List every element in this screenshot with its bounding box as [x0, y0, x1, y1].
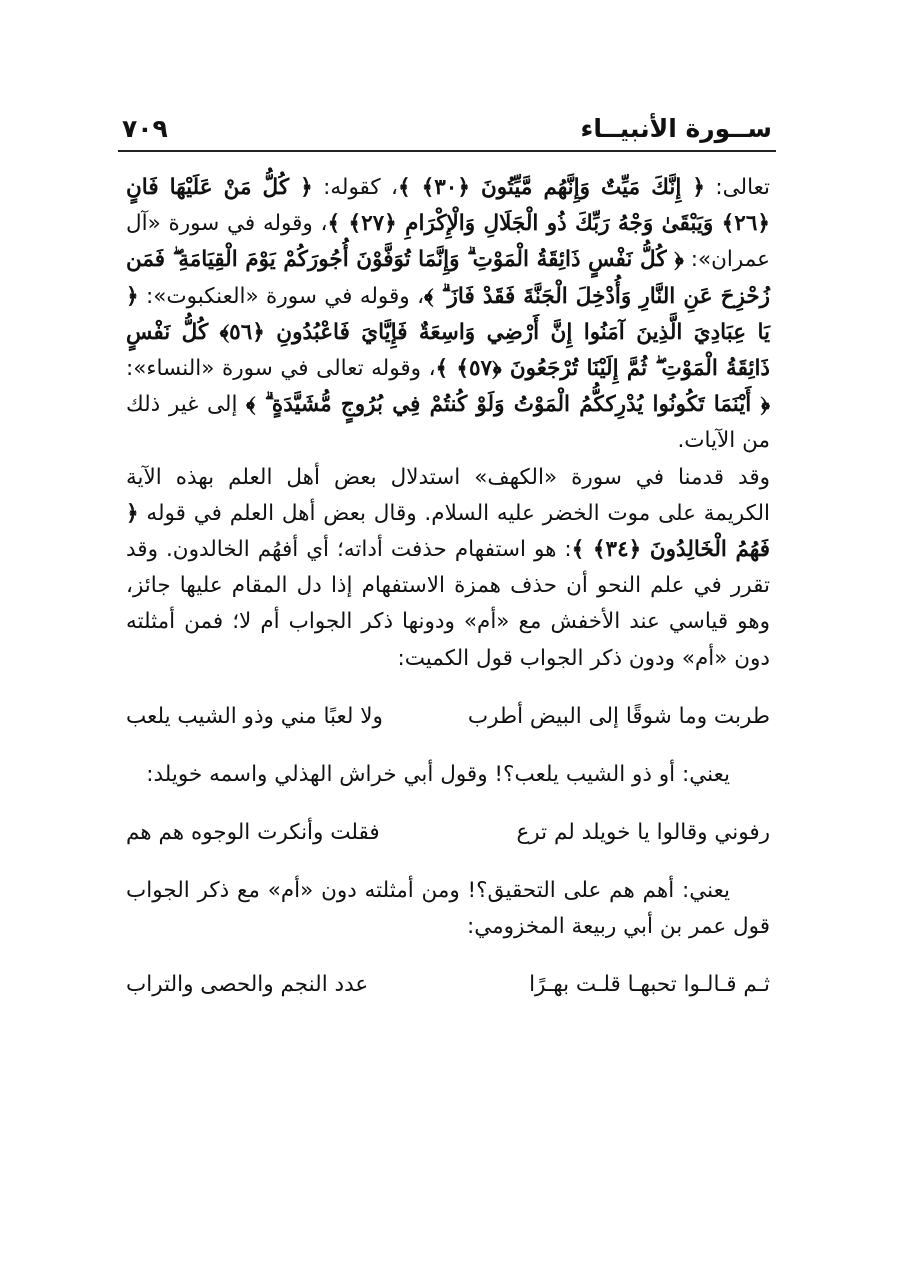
quran-verse: ﴿ كُلُّ مَنْ عَلَيْهَا فَانٍ ﴿٢٦﴾ وَيَبْقَىٰ وَجْهُ رَبِّكَ ذُو الْجَلَالِ وَالْإِكْرَامِ ﴿٢٧﴾ ﴾	[126, 175, 770, 237]
quran-verse: ﴿ كُلُّ نَفْسٍ ذَائِقَةُ الْمَوْتِ ۗ وَإِنَّمَا تُوَفَّوْنَ أُجُورَكُمْ يَوْمَ الْقِيَامَةِ ۖ فَمَن زُحْزِحَ عَنِ النَّارِ وَأُدْخِلَ الْجَنَّةَ فَقَدْ فَازَ ۗ ﴾	[126, 247, 770, 309]
verse-second-hemistich: ولا لعبًا مني وذو الشيب يلعب	[126, 703, 383, 729]
verse-first-hemistich: طربت وما شوقًا إلى البيض أطرب	[467, 703, 770, 729]
poetry-verse-1	[126, 699, 770, 735]
verse-second-hemistich: فقلت وأنكرت الوجوه هم هم	[126, 820, 380, 846]
text-run: إلى غير ذلك من الآيات.	[126, 392, 770, 454]
header-rule	[118, 150, 776, 152]
page-header	[122, 112, 772, 152]
text-run: : هو استفهام حذفت أداته؛ أي أفهُم الخالدون. وقد تقرر في علم النحو أن حذف همزة الاستفهام إذا دل المقام عليها جائز، وهو قياسي عند الأخفش مع «أم» ودونها ذكر الجواب أم لا؛ فمن أمثلته دون «أم» ودون ذكر الجواب قول الكميت:	[126, 537, 770, 671]
quran-verse: ﴿ يَا عِبَادِيَ الَّذِينَ آمَنُوا إِنَّ أَرْضِي وَاسِعَةٌ فَإِيَّايَ فَاعْبُدُونِ ﴿٥٦﴾ كُلُّ نَفْسٍ ذَائِقَةُ الْمَوْتِ ۖ ثُمَّ إِلَيْنَا تُرْجَعُونَ ﴿٥٧﴾ ﴾	[126, 283, 770, 382]
poetry-verse-2	[126, 815, 770, 851]
paragraph-2	[126, 460, 770, 677]
quran-verse: ﴿ فَهُمُ الْخَالِدُونَ ﴿٣٤﴾ ﴾	[126, 500, 770, 563]
quran-verse: ﴿ إِنَّكَ مَيِّتٌ وَإِنَّهُم مَّيِّتُونَ ﴿٣٠﴾ ﴾	[398, 175, 705, 200]
paragraph-4: يعني: أهم هم على التحقيق؟! ومن أمثلته دون «أم» مع ذكر الجواب قول عمر بن أبي ربيعة المخزومي:	[126, 878, 770, 940]
verse-second-hemistich: عدد النجم والحصى والتراب	[126, 972, 369, 998]
text-run: ، وقوله تعالى في سورة «النساء»:	[126, 356, 436, 382]
running-title: ســورة الأنبيــاء	[580, 114, 772, 143]
poetry-verse-3	[126, 967, 770, 1003]
paragraph-1	[126, 170, 770, 460]
verse-first-hemistich: رفوني وقالوا يا خويلد لم ترع	[516, 820, 770, 846]
text-run: ، وقوله في سورة «العنكبوت»:	[138, 283, 425, 309]
page-number: ٧٠٩	[122, 114, 168, 143]
text-run: ، كقوله:	[312, 175, 398, 200]
paragraph-3: يعني: أو ذو الشيب يلعب؟! وقول أبي خراش الهذلي واسمه خويلد:	[146, 761, 730, 787]
text-run: تعالى:	[704, 175, 770, 200]
verse-first-hemistich: ثـم قـالـوا تحبهـا قلـت بهـرًا	[529, 972, 770, 998]
text-run: ، وقوله في سورة «آل عمران»:	[126, 211, 770, 273]
quran-verse: ﴿ أَيْنَمَا تَكُونُوا يُدْرِككُّمُ الْمَوْتُ وَلَوْ كُنتُمْ فِي بُرُوجٍ مُّشَيَّدَةٍ ۗ ﴾	[246, 392, 770, 418]
main-text	[126, 170, 770, 1003]
text-run: وقد قدمنا في سورة «الكهف» استدلال بعض أهل العلم بهذه الآية الكريمة على موت الخضر عليه السلام. وقال بعض أهل العلم في قوله	[126, 464, 770, 526]
